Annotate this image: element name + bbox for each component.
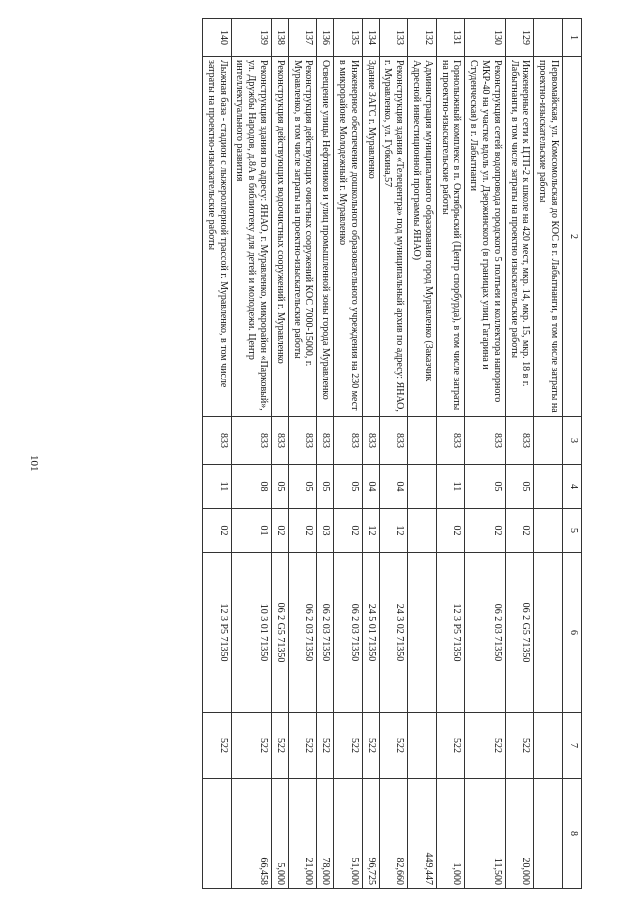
code-ministry: 833 <box>203 417 232 465</box>
code-ministry: 833 <box>436 417 465 465</box>
code-subsection: 12 <box>362 509 379 553</box>
code-target-article: 06 2 G5 71350 <box>272 553 289 713</box>
table-row <box>288 19 317 889</box>
code-ministry: 833 <box>379 417 408 465</box>
code-ministry: 833 <box>334 417 363 465</box>
code-expense-type: 522 <box>203 713 232 779</box>
code-expense-type: 522 <box>272 713 289 779</box>
code-expense-type: 522 <box>379 713 408 779</box>
row-number: 138 <box>272 19 289 57</box>
object-name: Горнолыжный комплекс в п. Октябрьский (Центр спорбурда), в том числе затраты на проектно-изыскательские работы <box>436 57 465 417</box>
table-row <box>231 19 271 889</box>
column-number-row <box>563 19 582 889</box>
column-header: 6 <box>563 553 582 713</box>
table-row <box>272 19 289 889</box>
code-section: 11 <box>203 465 232 509</box>
amount: 20,000 <box>505 779 534 889</box>
amount: 449,447 <box>408 779 437 889</box>
code-expense-type: 522 <box>288 713 317 779</box>
code-target-article: 06 2 03 71350 <box>288 553 317 713</box>
code-expense-type <box>534 713 563 779</box>
code-section: 08 <box>231 465 271 509</box>
code-ministry: 833 <box>362 417 379 465</box>
code-subsection: 02 <box>505 509 534 553</box>
amount: 21,000 <box>288 779 317 889</box>
object-name: Первомайская, ул. Комсомольская до КОС в г. Лабытнанги, в том числе затраты на проектно-изыскательские работы <box>534 57 563 417</box>
object-name: Лыжная база - стадион с лыжероллерной трассой г. Муравленко, в том числе затраты на проектно-изыскательские работы <box>203 57 232 417</box>
column-header: 1 <box>563 19 582 57</box>
budget-table <box>202 18 582 889</box>
row-number <box>534 19 563 57</box>
row-number: 136 <box>317 19 334 57</box>
row-number: 135 <box>334 19 363 57</box>
amount <box>534 779 563 889</box>
object-name: Реконструкция здания «Телецентра» под муниципальный архив по адресу: ЯНАО, г. Муравленко, ул. Губкина,57 <box>379 57 408 417</box>
object-name: Администрация муниципального образования город Муравленко (Заказчик Адресной инвестиционной программы ЯНАО) <box>408 57 437 417</box>
object-name: Освещение улицы Нефтяников и улиц промышленной зоны города Муравленко <box>317 57 334 417</box>
code-subsection: 01 <box>231 509 271 553</box>
code-section: 04 <box>379 465 408 509</box>
amount: 51,000 <box>334 779 363 889</box>
code-section <box>408 465 437 509</box>
object-name: Инженерное обеспечение дошкольного образовательного учреждения на 230 мест в микрорайоне Молодежный г. Муравленко <box>334 57 363 417</box>
code-expense-type: 522 <box>317 713 334 779</box>
code-ministry: 833 <box>288 417 317 465</box>
row-number: 132 <box>408 19 437 57</box>
amount <box>203 779 232 889</box>
code-target-article: 12 3 P5 71350 <box>436 553 465 713</box>
code-ministry: 833 <box>505 417 534 465</box>
column-header: 3 <box>563 417 582 465</box>
page-number: 101 <box>28 455 40 472</box>
code-subsection <box>408 509 437 553</box>
code-subsection: 12 <box>379 509 408 553</box>
code-target-article: 06 2 03 71350 <box>465 553 505 713</box>
column-header: 2 <box>563 57 582 417</box>
code-section: 05 <box>334 465 363 509</box>
row-number: 129 <box>505 19 534 57</box>
table-row <box>379 19 408 889</box>
object-name: Здание ЗАГС г. Муравленко <box>362 57 379 417</box>
table-row <box>362 19 379 889</box>
code-subsection: 02 <box>436 509 465 553</box>
code-target-article: 24 5 01 71350 <box>362 553 379 713</box>
object-name: Реконструкция сетей водопровода городского 5 полтьеи и коллектора напорного МКР-40 на участке вдоль ул. Дзержинского (в границах улиц Гагарина и Студенческая) в г. Лабытнанги <box>465 57 505 417</box>
table-row <box>203 19 232 889</box>
code-section: 11 <box>436 465 465 509</box>
column-header: 8 <box>563 779 582 889</box>
column-header: 5 <box>563 509 582 553</box>
code-section: 05 <box>505 465 534 509</box>
code-ministry <box>534 417 563 465</box>
amount: 78,000 <box>317 779 334 889</box>
code-section <box>534 465 563 509</box>
row-number: 139 <box>231 19 271 57</box>
code-subsection: 02 <box>203 509 232 553</box>
code-subsection <box>534 509 563 553</box>
code-ministry <box>408 417 437 465</box>
amount: 1,000 <box>436 779 465 889</box>
column-header: 7 <box>563 713 582 779</box>
code-ministry: 833 <box>465 417 505 465</box>
code-subsection: 02 <box>272 509 289 553</box>
amount: 5,000 <box>272 779 289 889</box>
amount: 11,500 <box>465 779 505 889</box>
table-row <box>408 19 437 889</box>
amount: 96,725 <box>362 779 379 889</box>
column-header: 4 <box>563 465 582 509</box>
table-row <box>465 19 505 889</box>
object-name: Реконструкция действующих водоочистных сооружений г. Муравленко <box>272 57 289 417</box>
code-expense-type: 522 <box>436 713 465 779</box>
code-target-article: 06 2 03 71350 <box>334 553 363 713</box>
table-row <box>334 19 363 889</box>
code-ministry: 833 <box>231 417 271 465</box>
row-number: 133 <box>379 19 408 57</box>
code-ministry: 833 <box>272 417 289 465</box>
table-row <box>317 19 334 889</box>
code-expense-type: 522 <box>505 713 534 779</box>
code-target-article: 06 2 03 71350 <box>317 553 334 713</box>
code-section: 05 <box>465 465 505 509</box>
code-expense-type: 522 <box>465 713 505 779</box>
row-number: 130 <box>465 19 505 57</box>
code-expense-type: 522 <box>231 713 271 779</box>
code-target-article: 24 3 02 71350 <box>379 553 408 713</box>
code-subsection: 02 <box>465 509 505 553</box>
object-name: Реконструкция действующих очистных сооружений КОС 7000-15000, г. Муравленко, в том числе затраты на проектно-изыскательские работы <box>288 57 317 417</box>
object-name: Реконструкция здания по адресу: ЯНАО, г. Муравленко, микрорайон «Парковый», ул. Дружбы Народов, д.8А в библиотеку для детей и молодежи. Центр интеллектуального развития <box>231 57 271 417</box>
code-subsection: 03 <box>317 509 334 553</box>
code-target-article: 12 3 P5 71350 <box>203 553 232 713</box>
row-number: 137 <box>288 19 317 57</box>
code-section: 05 <box>272 465 289 509</box>
rotated-table-sheet <box>82 18 582 888</box>
code-ministry: 833 <box>317 417 334 465</box>
amount: 66,458 <box>231 779 271 889</box>
code-expense-type <box>408 713 437 779</box>
code-target-article <box>408 553 437 713</box>
row-number: 140 <box>203 19 232 57</box>
code-section: 05 <box>317 465 334 509</box>
code-section: 05 <box>288 465 317 509</box>
code-expense-type: 522 <box>334 713 363 779</box>
code-subsection: 02 <box>288 509 317 553</box>
amount: 82,660 <box>379 779 408 889</box>
code-target-article <box>534 553 563 713</box>
code-section: 04 <box>362 465 379 509</box>
row-number: 134 <box>362 19 379 57</box>
row-number: 131 <box>436 19 465 57</box>
code-expense-type: 522 <box>362 713 379 779</box>
object-name: Инженерные сети к ЦТП-2 к школе на 420 мест, мкр. 14, мкр. 15, мкр. 18 в г. Лабытнанги, в том числе затраты на проектно изыскательские работы <box>505 57 534 417</box>
table-row <box>505 19 534 889</box>
table-row <box>436 19 465 889</box>
table-row <box>534 19 563 889</box>
code-target-article: 10 3 01 71350 <box>231 553 271 713</box>
code-subsection: 02 <box>334 509 363 553</box>
code-target-article: 06 2 G5 71350 <box>505 553 534 713</box>
